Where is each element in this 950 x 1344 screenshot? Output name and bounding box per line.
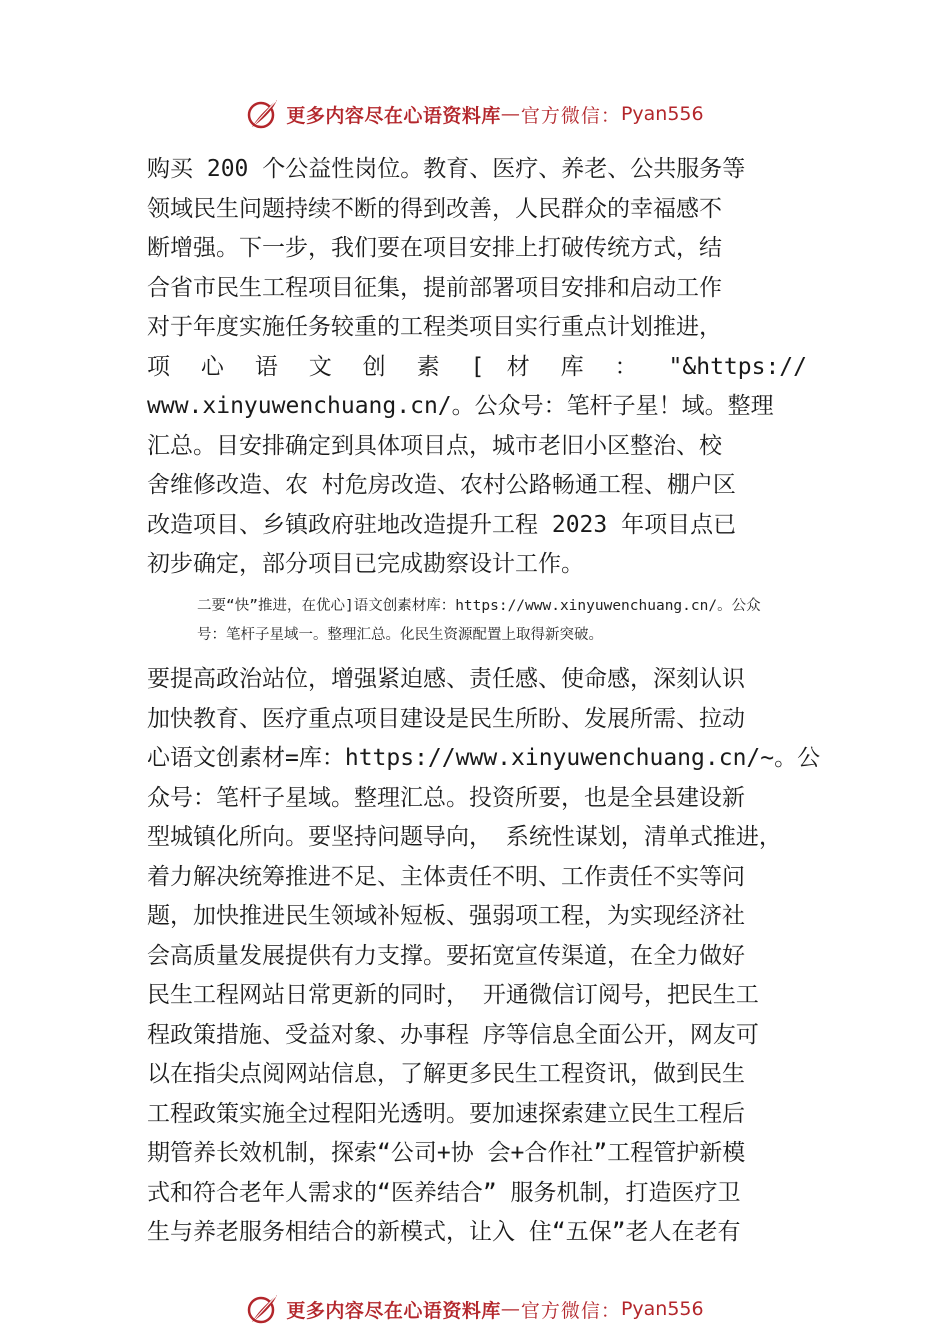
text-line: 改造项目、乡镇政府驻地改造提升工程 2023 年项目点已 xyxy=(147,511,737,538)
footer-banner xyxy=(0,1289,950,1329)
text-line: 断增强。下一步，我们要在项目安排上打破传统方式，结 xyxy=(147,235,722,261)
footer-dash: — xyxy=(500,1298,521,1320)
header-dash: — xyxy=(500,103,521,125)
note-line: 二要“快”推进，在优心]语文创素材库：https://www.xinyuwenchuang.cn/。公众 xyxy=(197,598,761,614)
header-wechat-label: 官方微信： xyxy=(520,104,621,127)
footer-wechat-label: 官方微信： xyxy=(520,1299,621,1322)
text-line: 对于年度实施任务较重的工程类项目实行重点计划推进， xyxy=(147,314,722,340)
text-line: 程政策措施、受益对象、办事程 序等信息全面公开，网友可 xyxy=(147,1021,759,1048)
quill-pen-logo-icon xyxy=(246,97,280,131)
paragraph-1 xyxy=(147,150,807,585)
text-line: 加快教育、医疗重点项目建设是民生所盼、发展所需、拉动 xyxy=(147,705,745,732)
paragraph-2 xyxy=(147,660,821,1253)
note-paragraph xyxy=(197,592,837,650)
text-line: 生与养老服务相结合的新模式，让入 住“五保”老人在老有 xyxy=(147,1219,741,1245)
header-banner xyxy=(0,94,950,134)
text-line: 合省市民生工程项目征集，提前部署项目安排和启动工作 xyxy=(147,274,722,301)
text-line: 心语文创素材=库：https://www.xinyuwenchuang.cn/~。公 xyxy=(147,745,821,771)
text-line: 舍维修改造、农 村危房改造、农村公路畅通工程、棚户区 xyxy=(147,472,736,498)
text-line: 工程政策实施全过程阳光透明。要加速探索建立民生工程后 xyxy=(147,1100,745,1127)
text-line: 项 心 语 文 创 素 [ 材 库 ： "&https:// xyxy=(147,353,807,380)
text-line: 以在指尖点阅网站信息，了解更多民生工程资讯，做到民生 xyxy=(147,1061,745,1087)
text-line: 期管养长效机制，探索“公司+协 会+合作社”工程管护新模 xyxy=(147,1140,746,1166)
text-line: 民生工程网站日常更新的同时， 开通微信订阅号，把民生工 xyxy=(147,982,759,1008)
text-line: 着力解决统筹推进不足、主体责任不明、工作责任不实等问 xyxy=(147,863,745,890)
header-promo-text: 更多内容尽在心语资料库 xyxy=(286,104,501,127)
footer-wechat-id: Pyan556 xyxy=(620,1298,704,1320)
text-line: 众号：笔杆子星域。整理汇总。投资所要，也是全县建设新 xyxy=(147,784,745,811)
text-line: 会高质量发展提供有力支撑。要拓宽宣传渠道，在全力做好 xyxy=(147,942,745,969)
text-line: 购买 200 个公益性岗位。教育、医疗、养老、公共服务等 xyxy=(147,156,746,182)
text-line: 汇总。目安排确定到具体项目点，城市老旧小区整治、校 xyxy=(147,432,722,459)
header-wechat-id: Pyan556 xyxy=(620,103,704,125)
text-line: www.xinyuwenchuang.cn/。公众号：笔杆子星！域。整理 xyxy=(147,393,774,419)
text-line: 领域民生问题持续不断的得到改善，人民群众的幸福感不 xyxy=(147,195,722,222)
quill-pen-logo-icon xyxy=(246,1292,280,1326)
footer-promo-text: 更多内容尽在心语资料库 xyxy=(286,1299,501,1322)
text-line: 型城镇化所向。要坚持问题导向， 系统性谋划，清单式推进， xyxy=(147,824,782,850)
text-line: 题，加快推进民生领域补短板、强弱项工程，为实现经济社 xyxy=(147,903,745,929)
text-line: 初步确定，部分项目已完成勘察设计工作。 xyxy=(147,551,584,577)
note-line: 号：笔杆子星域一。整理汇总。化民生资源配置上取得新突破。 xyxy=(197,627,603,643)
text-line: 式和符合老年人需求的“医养结合” 服务机制，打造医疗卫 xyxy=(147,1179,741,1206)
text-line: 要提高政治站位，增强紧迫感、责任感、使命感，深刻认识 xyxy=(147,666,745,692)
